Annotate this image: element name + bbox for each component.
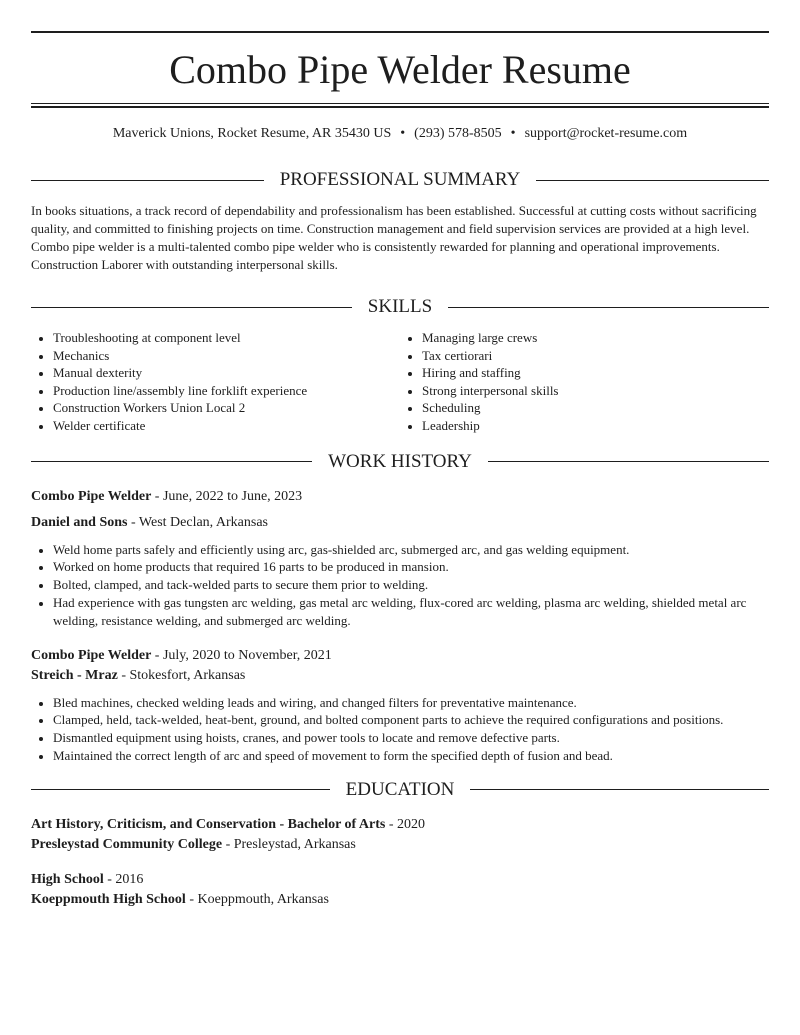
skills-list-right	[400, 329, 769, 435]
skill-item: • Production line/assembly line forklift experience	[53, 382, 400, 400]
skill-item: • Construction Workers Union Local 2	[53, 399, 400, 417]
section-rule	[448, 307, 769, 308]
title-double-rule	[31, 103, 769, 108]
contact-separator: •	[510, 126, 516, 141]
education-entry	[31, 815, 769, 855]
job-entry	[31, 646, 769, 765]
education-degree-line	[31, 815, 769, 835]
job-bullet: • Dismantled equipment using hoists, cranes, and power tools to locate and remove defective parts.	[53, 729, 769, 747]
education-school: Presleystad Community College	[31, 836, 223, 852]
education-school-line	[31, 890, 769, 910]
job-bullet: • Had experience with gas tungsten arc welding, gas metal arc welding, flux-cored arc welding, plasma arc welding, shielded metal arc welding, resistance welding, and submerged arc welding.	[53, 594, 769, 630]
section-title-skills: SKILLS	[367, 296, 433, 317]
section-title-work: WORK HISTORY	[328, 450, 472, 472]
job-bullets	[31, 694, 769, 765]
education-degree-line	[31, 870, 769, 890]
section-rule	[470, 789, 769, 790]
contact-address: Maverick Unions, Rocket Resume, AR 35430 US	[112, 126, 392, 141]
job-company: Streich - Mraz	[31, 667, 118, 683]
job-bullet: • Weld home parts safely and efficiently using arc, gas-shielded arc, submerged arc, and gas welding equipment.	[53, 541, 769, 559]
job-dates: - July, 2020 to November, 2021	[151, 647, 332, 663]
contact-email: support@rocket-resume.com	[524, 126, 688, 141]
education-school: Koeppmouth High School	[31, 891, 186, 907]
skill-item: • Troubleshooting at component level	[53, 329, 400, 347]
section-header-skills	[31, 294, 769, 320]
education-year: - 2020	[385, 816, 426, 832]
section-rule	[31, 461, 312, 462]
job-company-line	[31, 513, 769, 533]
section-rule	[488, 461, 769, 462]
skill-item: • Tax certiorari	[422, 347, 769, 365]
job-bullet: • Worked on home products that required 16 parts to be produced in mansion.	[53, 558, 769, 576]
job-company-line	[31, 666, 769, 686]
section-title-summary: PROFESSIONAL SUMMARY	[279, 169, 521, 190]
job-title: Combo Pipe Welder	[31, 488, 152, 504]
skill-item: • Mechanics	[53, 347, 400, 365]
skill-item: • Manual dexterity	[53, 364, 400, 382]
education-school-line	[31, 835, 769, 855]
section-header-education	[31, 777, 769, 803]
education-degree: Art History, Criticism, and Conservation - Bachelor of Arts	[31, 816, 386, 832]
job-bullet: • Maintained the correct length of arc and speed of movement to form the specified depth of fusion and bead.	[53, 747, 769, 765]
education-degree: High School	[31, 871, 104, 887]
resume-page	[31, 0, 769, 910]
job-bullet: • Bolted, clamped, and tack-welded parts to secure them prior to welding.	[53, 576, 769, 594]
job-bullets	[31, 541, 769, 630]
job-entry	[31, 487, 769, 630]
education-location: - Presleystad, Arkansas	[222, 836, 356, 852]
skill-item: • Hiring and staffing	[422, 364, 769, 382]
job-location: - West Declan, Arkansas	[127, 514, 269, 530]
skill-item: • Scheduling	[422, 399, 769, 417]
job-title: Combo Pipe Welder	[31, 647, 152, 663]
contact-separator: •	[400, 126, 406, 141]
job-company: Daniel and Sons	[31, 514, 128, 530]
section-header-summary	[31, 167, 769, 193]
contact-phone: (293) 578-8505	[414, 126, 502, 141]
job-title-line	[31, 487, 769, 507]
section-rule	[31, 307, 352, 308]
skills-list-left	[31, 329, 400, 435]
skill-item: • Managing large crews	[422, 329, 769, 347]
job-dates: - June, 2022 to June, 2023	[151, 488, 303, 504]
job-location: - Stokesfort, Arkansas	[117, 667, 246, 683]
education-entry	[31, 870, 769, 910]
skill-item: • Strong interpersonal skills	[422, 382, 769, 400]
section-rule	[31, 789, 330, 790]
contact-line	[31, 125, 769, 147]
resume-title: Combo Pipe Welder Resume	[169, 47, 631, 92]
section-header-work	[31, 449, 769, 475]
summary-text: In books situations, a track record of dependability and professionalism has been established. Successful at cutting costs without sacrificing quality, and committed to finishing projects on time. Construction management and field supervision services are provided at a high level. Combo pipe welder is a multi-talented combo pipe welder who is consistently rewarded for planning and operational improvements. Construction Laborer with outstanding interpersonal skills.	[31, 203, 757, 272]
education-year: - 2016	[103, 871, 144, 887]
skill-item: • Leadership	[422, 417, 769, 435]
job-bullet: • Clamped, held, tack-welded, heat-bent, ground, and bolted component parts to achieve the required configurations and positions.	[53, 711, 769, 729]
skill-item: • Welder certificate	[53, 417, 400, 435]
job-bullet: • Bled machines, checked welding leads and wiring, and changed filters for preventative maintenance.	[53, 694, 769, 712]
section-title-education: EDUCATION	[345, 778, 455, 800]
job-title-line	[31, 646, 769, 666]
education-location: - Koeppmouth, Arkansas	[185, 891, 329, 907]
section-rule	[31, 180, 264, 181]
section-rule	[536, 180, 769, 181]
skills-columns	[31, 329, 769, 435]
